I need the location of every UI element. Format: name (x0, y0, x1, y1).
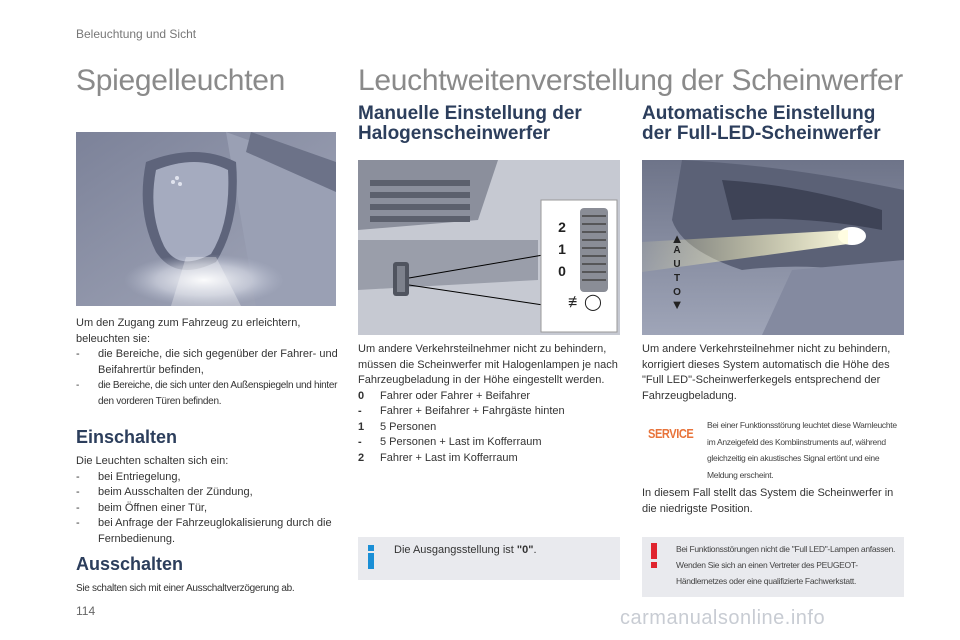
list-item: - bei Anfrage der Fahrzeuglokalisierung durch die Fernbedienung. (76, 517, 332, 545)
einschalten-intro: Die Leuchten schalten sich ein: (76, 455, 229, 467)
warning-text: Bei Funktionsstörungen nicht die "Full LED"-Lampen anfassen. Wenden Sie sich an einen Vertreter des PEUGEOT-Händlernetzes oder eine qualifizierte Fachwerkstatt. (676, 544, 896, 586)
list-item: 1 5 Personen (358, 420, 437, 433)
dial-label: 0 (558, 263, 566, 279)
arrow-down-icon: ▼ (670, 297, 684, 312)
info-icon (366, 545, 376, 571)
list-item: - beim Öffnen einer Tür, (76, 501, 208, 514)
list-item: - 5 Personen + Last im Kofferraum (358, 436, 542, 448)
arrow-up-icon: ▲ (670, 231, 684, 246)
page-number: 114 (76, 604, 96, 618)
manual-adjust-heading: Manuelle Einstellung der Halogenscheinwerfer (358, 103, 582, 144)
service-warning-text: Bei einer Funktionsstörung leuchtet diese Warnleuchte im Anzeigefeld des Kombiinstruments auf, während gleichzeitig ein akustisches Signal ertönt und eine Meldung erscheint. (707, 420, 897, 480)
mirror-light-photo (76, 132, 336, 306)
auto-letters: ▲ A U T O ▼ (668, 234, 686, 310)
headlight-dial-photo (358, 160, 620, 335)
list-item: - bei Entriegelung, (76, 470, 181, 483)
list-item: 2 Fahrer + Last im Kofferraum (358, 451, 518, 464)
list-item: - die Bereiche, die sich unter den Außenspiegeln und hinter den vorderen Türen befinden. (76, 380, 338, 407)
auto-adjust-heading: Automatische Einstellung der Full-LED-Scheinwerfer (642, 103, 881, 144)
dial-label: 2 (558, 219, 566, 235)
svg-text:≢◯: ≢◯ (568, 294, 602, 311)
fallback-text: In diesem Fall stellt das System die Scheinwerfer in die niedrigste Position. (642, 487, 894, 515)
auto-adjust-intro: Um andere Verkehrsteilnehmer nicht zu behindern, korrigiert dieses System automatisch die Höhe des "Full LED"-Scheinwerferkegels entsprechend der Fahrzeugbeladung. (642, 343, 891, 402)
list-item: - Fahrer + Beifahrer + Fahrgäste hinten (358, 405, 565, 417)
section-label: Beleuchtung und Sicht (76, 27, 197, 41)
full-led-headlight-photo (642, 160, 904, 335)
dial-label: 1 (558, 241, 566, 257)
manual-adjust-intro: Um andere Verkehrsteilnehmer nicht zu behindern, müssen die Scheinwerfer mit Halogenlampen je nach Fahrzeugbeladung in der Höhe eingestellt werden. (358, 343, 618, 386)
list-item: - beim Ausschalten der Zündung, (76, 486, 253, 498)
warning-exclamation-icon (649, 543, 659, 569)
ausschalten-text: Sie schalten sich mit einer Ausschaltverzögerung ab. (76, 583, 295, 594)
page-title-headlight-adjust: Leuchtweitenverstellung der Scheinwerfer (358, 64, 903, 97)
einschalten-heading: Einschalten (76, 427, 178, 447)
list-item: - die Bereiche, die sich gegenüber der Fahrer- und Beifahrertür befinden, (76, 348, 338, 376)
ausschalten-heading: Ausschalten (76, 554, 184, 574)
info-box: Die Ausgangsstellung ist "0". (358, 537, 620, 580)
info-value: "0" (516, 544, 534, 556)
list-item: 0 Fahrer oder Fahrer + Beifahrer (358, 389, 531, 402)
warning-box (642, 537, 904, 597)
mirror-lights-intro: Um den Zugang zum Fahrzeug zu erleichtern, beleuchten sie: (76, 317, 301, 345)
page-title-mirror-lights: Spiegelleuchten (76, 64, 286, 97)
watermark: carmanualsonline.info (620, 607, 826, 629)
service-warning-icon: SERVICE (648, 426, 694, 441)
